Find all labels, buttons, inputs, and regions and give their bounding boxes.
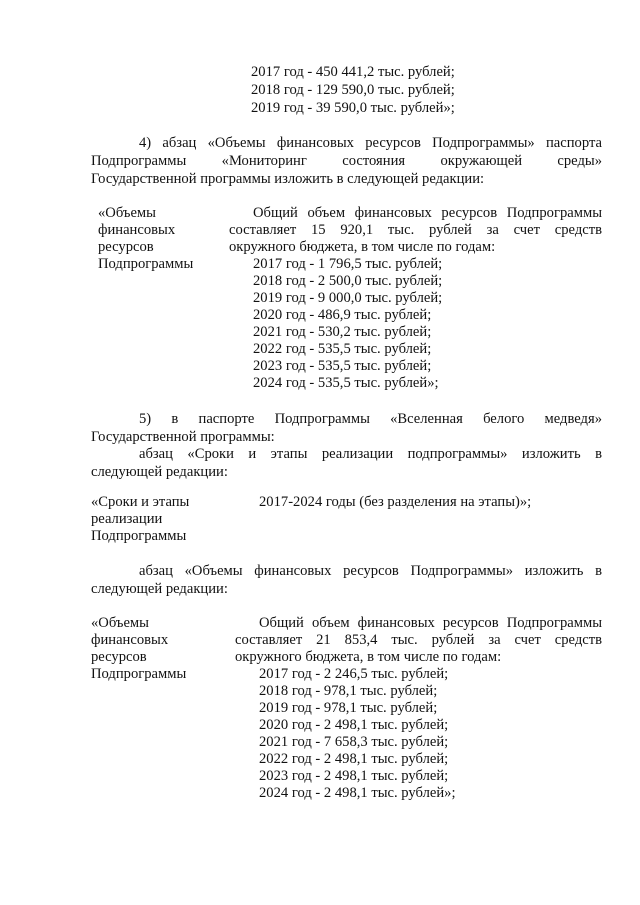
- table1-label-line: финансовых: [98, 222, 176, 238]
- table1-desc-line2: составляет 15 920,1 тыс. рублей за счет средств: [229, 222, 602, 238]
- table1-desc-line3: окружного бюджета, в том числе по годам:: [229, 239, 496, 255]
- table3-year: 2021 год - 7 658,3 тыс. рублей;: [259, 734, 449, 750]
- table1-label-line: «Объемы: [98, 205, 156, 221]
- table2-label-line: «Сроки и этапы: [91, 494, 190, 510]
- table3-label-line: финансовых: [91, 632, 169, 648]
- item5-line3: абзац «Сроки и этапы реализации подпрограммы» изложить в: [139, 446, 602, 462]
- item5-line1: 5) в паспорте Подпрограммы «Вселенная белого медведя»: [139, 411, 602, 427]
- table3-label-line: Подпрограммы: [91, 666, 187, 682]
- item5-line4: следующей редакции:: [91, 464, 228, 480]
- table3-desc-line2: составляет 21 853,4 тыс. рублей за счет средств: [235, 632, 602, 648]
- table3-year: 2022 год - 2 498,1 тыс. рублей;: [259, 751, 449, 767]
- table3-year: 2018 год - 978,1 тыс. рублей;: [259, 683, 438, 699]
- table1-year: 2018 год - 2 500,0 тыс. рублей;: [253, 273, 443, 289]
- table1-label-line: ресурсов: [98, 239, 154, 255]
- table3-label: [91, 615, 186, 683]
- para-abzac-line2: следующей редакции:: [91, 581, 228, 597]
- table1-year: 2022 год - 535,5 тыс. рублей;: [253, 341, 432, 357]
- table3-year: 2017 год - 2 246,5 тыс. рублей;: [259, 666, 449, 682]
- table1-year: 2021 год - 530,2 тыс. рублей;: [253, 324, 432, 340]
- top-year-line: 2019 год - 39 590,0 тыс. рублей»;: [251, 100, 455, 116]
- table1-year: 2019 год - 9 000,0 тыс. рублей;: [253, 290, 443, 306]
- item4-line1: 4) абзац «Объемы финансовых ресурсов Подпрограммы» паспорта: [139, 135, 602, 151]
- table1-year: 2024 год - 535,5 тыс. рублей»;: [253, 375, 439, 391]
- table1-year: 2023 год - 535,5 тыс. рублей;: [253, 358, 432, 374]
- table1-year: 2020 год - 486,9 тыс. рублей;: [253, 307, 432, 323]
- table2-value: 2017-2024 годы (без разделения на этапы)»;: [259, 494, 532, 510]
- top-year-line: 2018 год - 129 590,0 тыс. рублей;: [251, 82, 455, 98]
- table1-label-line: Подпрограммы: [98, 256, 194, 272]
- item5-line2: Государственной программы:: [91, 429, 275, 445]
- table2-label-line: Подпрограммы: [91, 528, 187, 544]
- item4-line2: Подпрограммы «Мониторинг состояния окружающей среды»: [91, 153, 602, 169]
- top-year-line: 2017 год - 450 441,2 тыс. рублей;: [251, 64, 455, 80]
- table1-label: [98, 205, 193, 273]
- table2-label: [91, 494, 189, 545]
- table3-desc-line1: Общий объем финансовых ресурсов Подпрограммы: [259, 615, 602, 631]
- item4-line3: Государственной программы изложить в следующей редакции:: [91, 171, 485, 187]
- table3-year: 2023 год - 2 498,1 тыс. рублей;: [259, 768, 449, 784]
- table3-desc-line3: окружного бюджета, в том числе по годам:: [235, 649, 502, 665]
- table1-year: 2017 год - 1 796,5 тыс. рублей;: [253, 256, 443, 272]
- table2-label-line: реализации: [91, 511, 163, 527]
- table3-label-line: ресурсов: [91, 649, 147, 665]
- table3-year: 2019 год - 978,1 тыс. рублей;: [259, 700, 438, 716]
- table3-label-line: «Объемы: [91, 615, 149, 631]
- table3-year: 2020 год - 2 498,1 тыс. рублей;: [259, 717, 449, 733]
- table1-desc-line1: Общий объем финансовых ресурсов Подпрограммы: [253, 205, 602, 221]
- table3-year: 2024 год - 2 498,1 тыс. рублей»;: [259, 785, 456, 801]
- para-abzac-line1: абзац «Объемы финансовых ресурсов Подпрограммы» изложить в: [139, 563, 602, 579]
